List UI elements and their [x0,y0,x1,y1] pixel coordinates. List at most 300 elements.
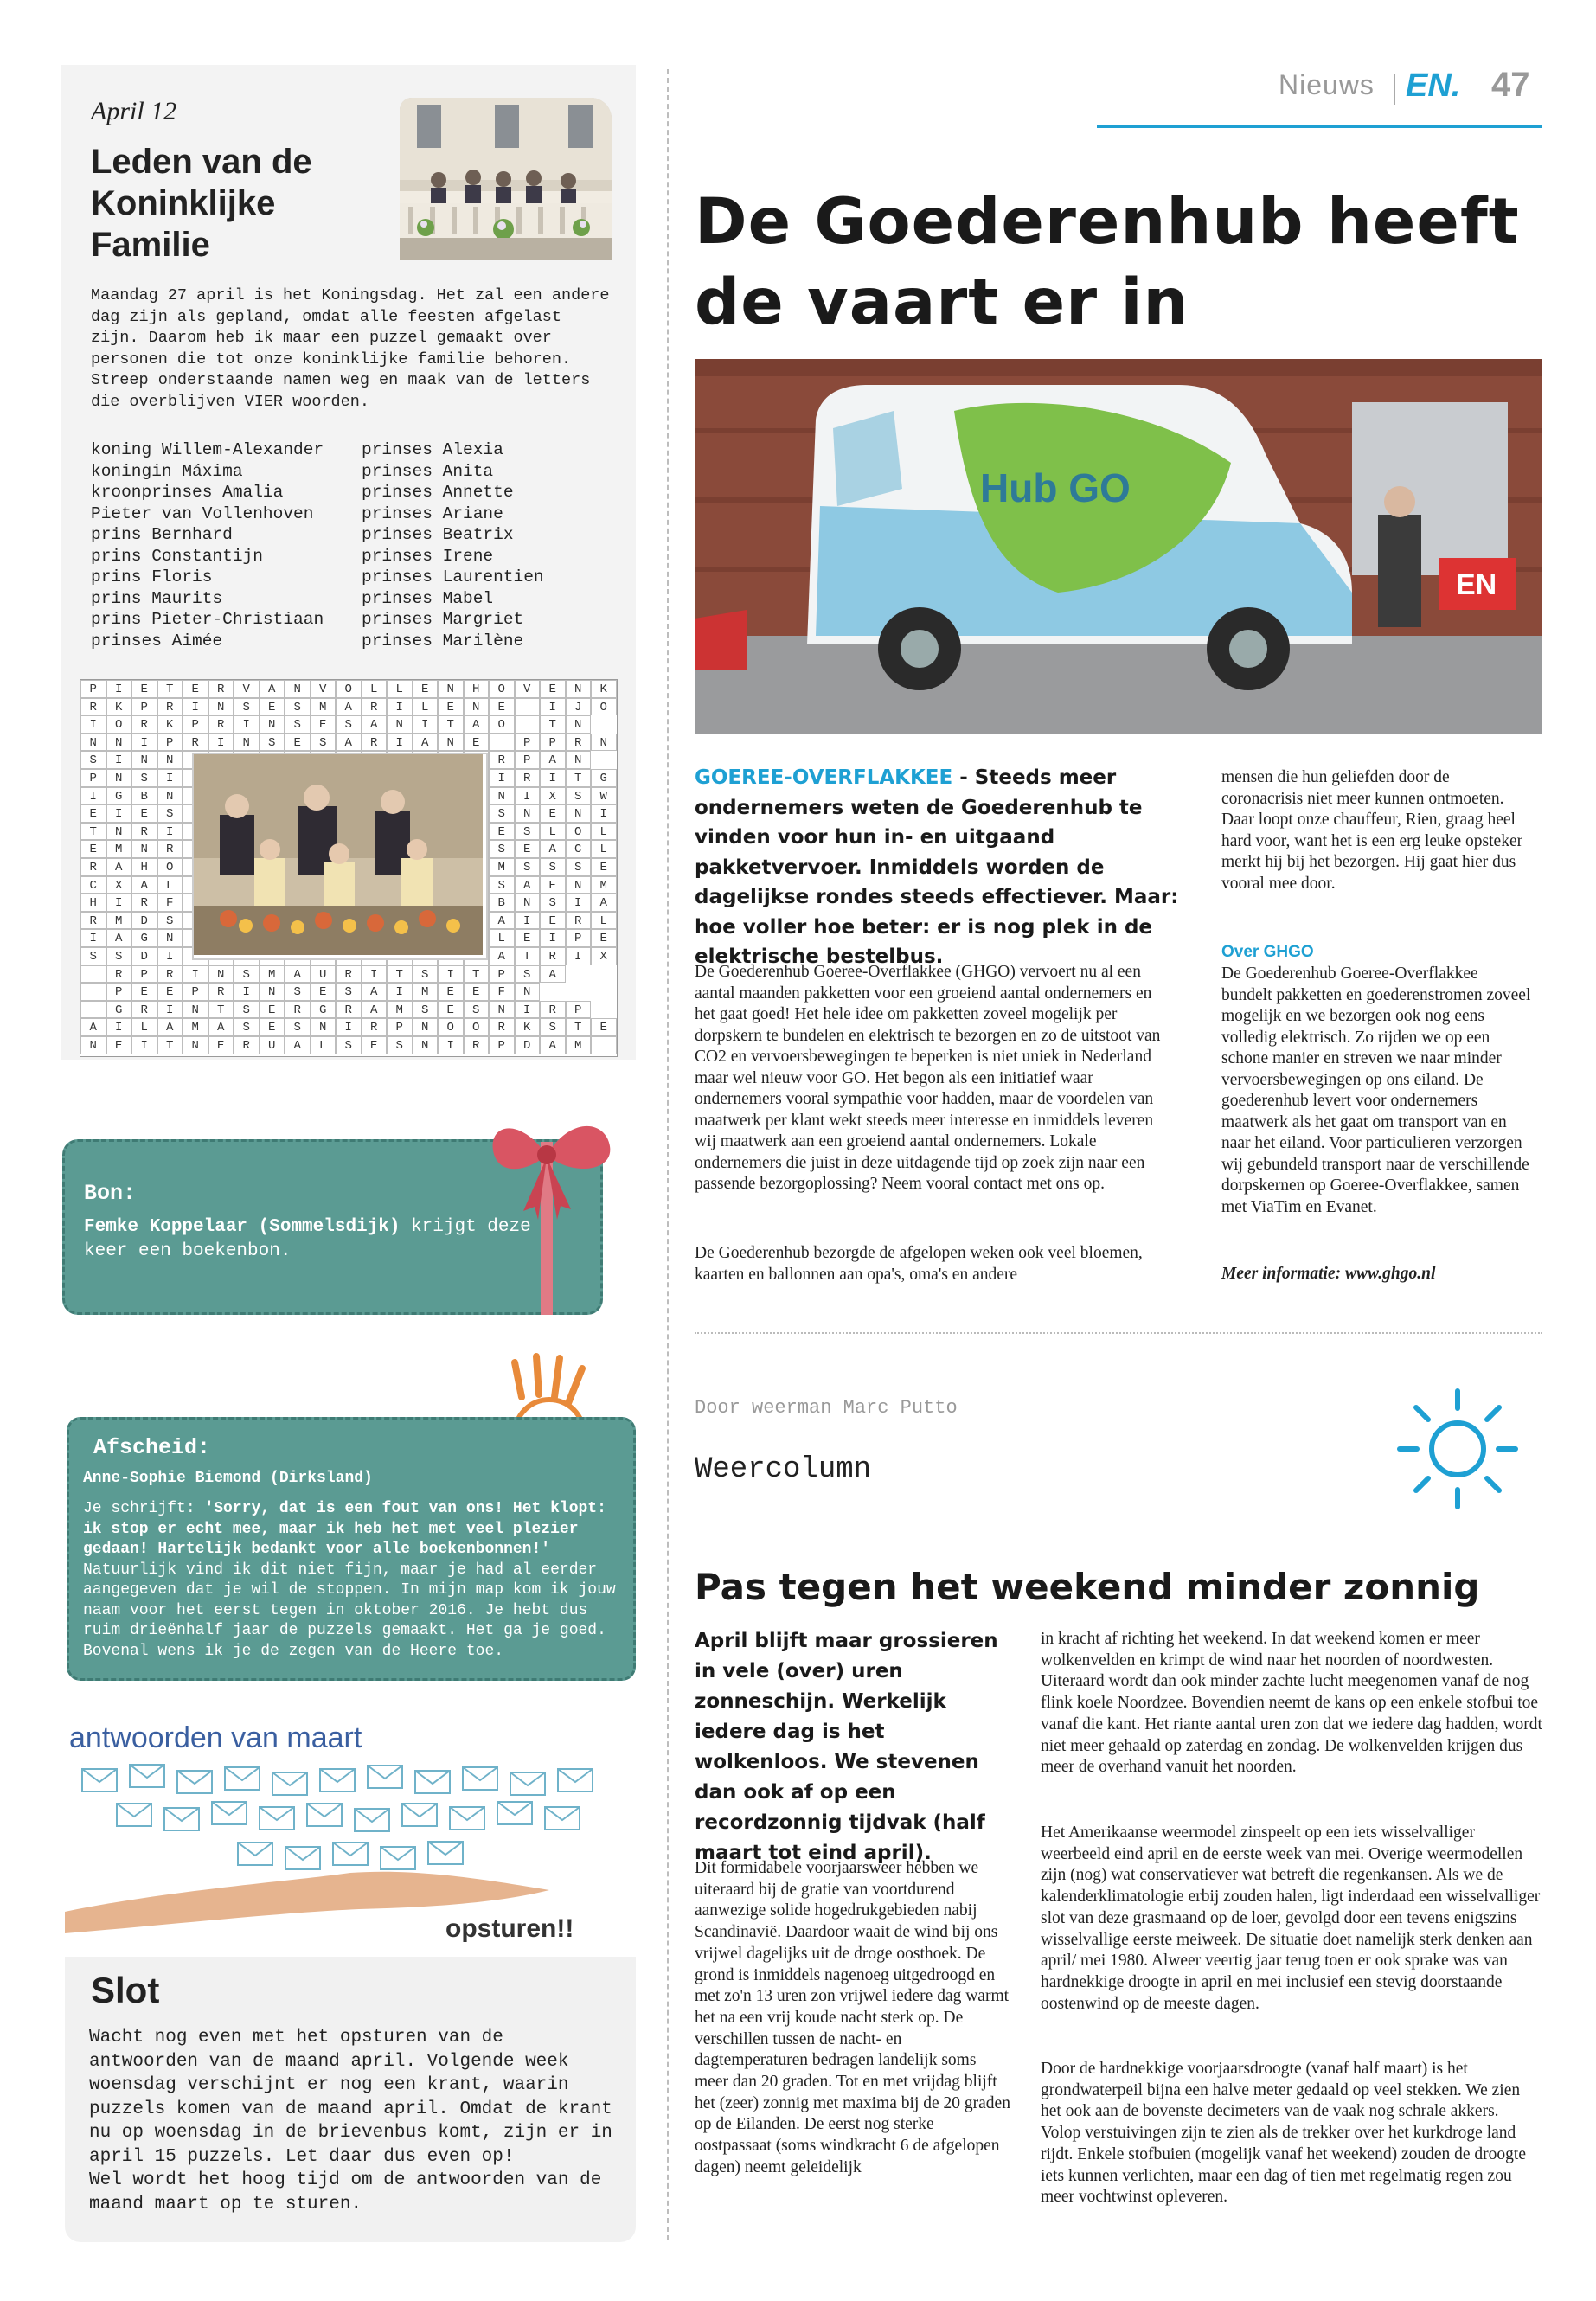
grid-cell[interactable]: I [438,965,464,984]
grid-cell[interactable]: L [591,823,617,841]
grid-cell[interactable]: E [131,804,157,823]
grid-cell[interactable]: S [234,1001,260,1019]
grid-cell[interactable]: E [464,734,490,752]
grid-cell[interactable]: I [387,734,413,752]
grid-cell[interactable]: S [285,698,311,716]
grid-cell[interactable]: I [234,715,260,734]
grid-cell[interactable]: G [591,769,617,787]
grid-cell[interactable]: N [413,1036,439,1054]
grid-cell[interactable]: B [489,894,515,912]
grid-cell[interactable]: R [336,1001,362,1019]
grid-cell[interactable]: I [438,1036,464,1054]
grid-cell[interactable]: R [157,965,183,984]
grid-cell[interactable]: I [106,804,132,823]
grid-cell[interactable]: P [489,965,515,984]
grid-cell[interactable]: M [183,1018,208,1036]
grid-cell[interactable]: S [234,965,260,984]
grid-cell[interactable]: N [387,715,413,734]
grid-cell[interactable]: E [106,1036,132,1054]
grid-cell[interactable]: O [489,680,515,698]
grid-cell[interactable] [80,983,106,1001]
grid-cell[interactable]: P [566,929,592,947]
grid-cell[interactable]: S [80,947,106,965]
grid-cell[interactable]: L [131,1018,157,1036]
grid-cell[interactable]: N [260,983,285,1001]
grid-cell[interactable] [80,965,106,984]
grid-cell[interactable]: R [208,680,234,698]
grid-cell[interactable]: R [157,698,183,716]
grid-cell[interactable]: E [285,734,311,752]
grid-cell[interactable]: N [157,751,183,769]
grid-cell[interactable]: P [387,1018,413,1036]
grid-cell[interactable]: G [131,929,157,947]
grid-cell[interactable]: V [234,680,260,698]
grid-cell[interactable]: I [540,698,566,716]
grid-cell[interactable]: R [362,1018,388,1036]
grid-cell[interactable]: I [106,894,132,912]
grid-cell[interactable]: I [106,680,132,698]
grid-cell[interactable]: I [387,698,413,716]
grid-cell[interactable]: E [413,680,439,698]
grid-cell[interactable]: G [106,787,132,805]
grid-cell[interactable]: S [106,947,132,965]
grid-cell[interactable]: O [336,680,362,698]
afscheid-quote: 'Sorry, dat is een fout van ons! Het klopt: ik stop er echt mee, maar ik heb het met veel plezier gedaan! Hartelijk bedankt voor alle boekenbonnen!' [83,1500,606,1558]
grid-cell[interactable]: I [157,769,183,787]
grid-cell[interactable]: N [566,751,592,769]
grid-cell[interactable]: P [540,734,566,752]
grid-cell[interactable]: I [362,965,388,984]
grid-cell[interactable]: L [489,929,515,947]
grid-cell[interactable]: N [260,715,285,734]
grid-cell[interactable]: E [438,1001,464,1019]
grid-cell[interactable]: O [489,715,515,734]
grid-cell[interactable]: R [131,715,157,734]
grid-cell[interactable]: E [464,983,490,1001]
grid-cell[interactable]: I [540,929,566,947]
grid-cell[interactable]: L [311,1036,337,1054]
grid-cell[interactable]: R [515,769,541,787]
grid-cell[interactable]: I [157,1001,183,1019]
grid-cell[interactable]: P [80,769,106,787]
grid-cell[interactable]: C [566,840,592,858]
grid-cell[interactable]: N [566,715,592,734]
grid-cell[interactable]: E [515,840,541,858]
grid-cell[interactable]: A [157,1018,183,1036]
grid-cell[interactable]: R [234,1036,260,1054]
grid-cell[interactable]: S [336,983,362,1001]
grid-cell[interactable]: R [131,1001,157,1019]
grid-cell[interactable]: E [260,1001,285,1019]
grid-cell[interactable]: R [208,715,234,734]
grid-cell[interactable]: H [131,858,157,876]
grid-cell[interactable]: R [106,965,132,984]
grid-cell[interactable]: E [438,698,464,716]
grid-cell[interactable]: A [540,840,566,858]
grid-cell[interactable]: L [591,912,617,930]
grid-cell[interactable]: R [285,1001,311,1019]
grid-cell[interactable]: X [591,947,617,965]
grid-cell[interactable]: T [438,715,464,734]
grid-cell[interactable]: S [540,1018,566,1036]
grid-cell[interactable]: R [362,734,388,752]
grid-cell[interactable]: E [591,1018,617,1036]
grid-cell[interactable]: A [260,680,285,698]
grid-cell[interactable]: N [566,804,592,823]
grid-cell[interactable]: P [183,715,208,734]
grid-cell[interactable]: S [413,1001,439,1019]
grid-cell[interactable]: N [131,751,157,769]
grid-cell[interactable]: T [540,715,566,734]
grid-cell[interactable]: M [106,840,132,858]
grid-cell[interactable]: E [515,929,541,947]
section-label: Nieuws [1279,69,1375,100]
grid-cell[interactable]: A [106,929,132,947]
grid-cell[interactable]: E [311,983,337,1001]
grid-cell[interactable]: E [540,680,566,698]
grid-cell[interactable]: P [157,734,183,752]
grid-cell[interactable]: T [566,1018,592,1036]
grid-cell[interactable]: V [311,680,337,698]
grid-cell[interactable]: S [566,787,592,805]
grid-cell[interactable]: E [438,983,464,1001]
grid-cell[interactable]: E [131,983,157,1001]
grid-cell[interactable]: R [362,698,388,716]
grid-cell[interactable]: I [183,965,208,984]
grid-cell[interactable]: O [591,698,617,716]
grid-cell[interactable]: B [131,787,157,805]
grid-cell[interactable]: P [106,983,132,1001]
grid-cell[interactable]: N [106,823,132,841]
grid-cell[interactable]: F [489,983,515,1001]
grid-cell[interactable]: R [131,823,157,841]
grid-cell[interactable]: N [285,680,311,698]
grid-cell[interactable]: S [489,840,515,858]
grid-cell[interactable]: U [311,965,337,984]
grid-cell[interactable]: N [413,1018,439,1036]
grid-cell[interactable]: R [540,1001,566,1019]
grid-cell[interactable]: A [413,734,439,752]
grid-cell[interactable]: E [183,680,208,698]
grid-cell[interactable]: A [336,698,362,716]
grid-cell[interactable]: A [285,1036,311,1054]
grid-cell[interactable]: N [464,698,490,716]
grid-cell[interactable]: R [566,734,592,752]
grid-cell[interactable]: R [208,983,234,1001]
grid-cell[interactable]: I [80,715,106,734]
grid-cell[interactable]: A [362,715,388,734]
grid-cell[interactable]: N [157,929,183,947]
grid-cell[interactable]: A [540,965,566,984]
grid-cell[interactable]: I [387,983,413,1001]
grid-cell[interactable]: S [131,769,157,787]
grid-cell[interactable]: M [387,1001,413,1019]
grid-cell[interactable]: I [540,769,566,787]
grid-cell[interactable]: P [131,965,157,984]
grid-cell[interactable]: R [131,894,157,912]
grid-cell[interactable] [80,1001,106,1019]
grid-cell[interactable]: N [515,804,541,823]
grid-cell[interactable]: N [208,698,234,716]
grid-cell[interactable]: N [591,734,617,752]
weather-body-3: Het Amerikaanse weermodel zinspeelt op een iets wisselvalliger weerbeeld eind april en de eerste week van mei. Overige weermodellen zijn (nog) wat conservatiever wat betreft die regenkansen. Als we de kalenderklimatologie erbij zouden halen, ligt inderdaad een wisselvalliger slot van deze grasmaand op de loer, gevolgd door een tevens enigszins wisselvallige eerste meiweek. De situatie doet namelijk sterk denken aan april/ mei 1980. Alweer veertig jaar terug toen er ook sprake was van hardnekkige droogte in april en mei inclusief een stevig doorstaande oostenwind op de meeste dagen. [1041,1823,1541,2013]
grid-cell[interactable]: A [515,876,541,894]
grid-cell[interactable]: S [540,858,566,876]
grid-cell[interactable]: N [489,1001,515,1019]
more-info-link[interactable]: Meer informatie: www.ghgo.nl [1221,1265,1436,1283]
grid-cell[interactable]: N [234,734,260,752]
grid-cell[interactable]: E [260,698,285,716]
name-item: prinses Annette [362,483,514,502]
grid-cell[interactable]: E [362,1036,388,1054]
grid-cell[interactable]: I [131,1036,157,1054]
grid-cell[interactable]: K [106,698,132,716]
grid-cell[interactable]: L [591,840,617,858]
grid-cell[interactable]: C [80,876,106,894]
grid-cell[interactable]: E [131,680,157,698]
grid-cell[interactable]: M [489,858,515,876]
grid-cell[interactable]: O [438,1018,464,1036]
grid-cell[interactable]: I [157,823,183,841]
grid-cell[interactable]: T [566,769,592,787]
grid-cell[interactable]: S [489,876,515,894]
grid-cell[interactable]: M [260,965,285,984]
bon-winner: Femke Koppelaar (Sommelsdijk) [84,1217,401,1237]
grid-cell[interactable]: E [80,840,106,858]
grid-cell[interactable]: T [387,965,413,984]
grid-cell[interactable]: F [157,894,183,912]
names-list-right [362,439,544,651]
grid-cell[interactable]: L [387,680,413,698]
grid-cell[interactable]: A [208,1018,234,1036]
grid-cell[interactable]: P [489,1036,515,1054]
grid-cell[interactable]: R [336,965,362,984]
grid-cell[interactable]: D [515,1036,541,1054]
grid-cell[interactable]: X [540,787,566,805]
grid-cell[interactable] [515,698,541,716]
grid-cell[interactable]: E [208,1036,234,1054]
grid-cell[interactable]: S [80,751,106,769]
grid-cell[interactable]: T [515,947,541,965]
grid-cell[interactable]: E [80,804,106,823]
grid-cell[interactable]: S [285,715,311,734]
grid-cell[interactable]: A [540,1036,566,1054]
grid-cell[interactable]: R [157,840,183,858]
grid-cell[interactable]: N [183,1036,208,1054]
grid-cell[interactable]: R [80,698,106,716]
grid-cell[interactable]: A [591,894,617,912]
grid-cell[interactable] [515,715,541,734]
grid-cell[interactable]: P [566,1001,592,1019]
grid-cell[interactable]: A [80,1018,106,1036]
grid-cell[interactable]: N [183,1001,208,1019]
grid-cell[interactable]: S [515,858,541,876]
grid-cell[interactable]: N [438,680,464,698]
grid-cell[interactable]: S [157,912,183,930]
grid-cell[interactable]: L [157,876,183,894]
grid-cell[interactable]: D [131,947,157,965]
grid-cell[interactable]: K [157,715,183,734]
grid-cell[interactable]: E [540,876,566,894]
grid-cell[interactable]: S [260,734,285,752]
grid-cell[interactable]: N [438,734,464,752]
grid-cell[interactable]: H [80,894,106,912]
grid-cell[interactable]: N [131,840,157,858]
grid-cell[interactable]: P [131,698,157,716]
grid-cell[interactable]: N [489,787,515,805]
grid-cell[interactable]: S [413,965,439,984]
grid-cell[interactable]: I [489,769,515,787]
grid-cell[interactable]: L [413,698,439,716]
grid-cell[interactable]: E [540,912,566,930]
grid-cell[interactable]: O [157,858,183,876]
grid-cell[interactable]: E [591,929,617,947]
grid-cell[interactable]: S [515,823,541,841]
grid-cell[interactable]: P [80,680,106,698]
grid-cell[interactable]: N [566,680,592,698]
grid-cell[interactable]: I [80,929,106,947]
grid-cell[interactable]: I [157,947,183,965]
grid-cell[interactable]: I [234,983,260,1001]
grid-cell[interactable]: A [362,983,388,1001]
grid-cell[interactable]: E [157,983,183,1001]
grid-cell[interactable]: M [413,983,439,1001]
grid-cell[interactable]: X [106,876,132,894]
grid-cell[interactable]: R [540,947,566,965]
grid-cell[interactable]: E [591,858,617,876]
grid-cell[interactable]: M [106,912,132,930]
grid-cell[interactable]: R [80,912,106,930]
grid-cell[interactable]: R [489,751,515,769]
grid-cell[interactable]: I [106,1018,132,1036]
grid-cell[interactable]: S [540,894,566,912]
grid-cell[interactable]: E [540,804,566,823]
grid-cell[interactable]: N [106,734,132,752]
grid-cell[interactable]: P [515,751,541,769]
grid-cell[interactable]: R [489,1018,515,1036]
grid-cell[interactable]: S [157,804,183,823]
grid-cell[interactable]: I [106,751,132,769]
grid-cell[interactable]: I [515,787,541,805]
grid-cell[interactable]: A [362,1001,388,1019]
grid-cell[interactable]: D [131,912,157,930]
grid-cell[interactable]: O [464,1018,490,1036]
grid-cell[interactable]: T [464,965,490,984]
grid-cell[interactable]: R [183,734,208,752]
grid-cell[interactable]: W [591,787,617,805]
grid-cell[interactable]: I [208,734,234,752]
section-divider [695,1332,1542,1334]
grid-cell[interactable]: I [515,912,541,930]
name-item: koning Willem-Alexander [91,440,324,459]
grid-cell[interactable]: K [591,680,617,698]
grid-cell[interactable]: S [311,734,337,752]
grid-cell[interactable]: M [566,1036,592,1054]
grid-cell[interactable]: M [311,698,337,716]
grid-cell[interactable]: I [515,1001,541,1019]
grid-cell[interactable]: N [106,769,132,787]
grid-cell[interactable]: S [285,1018,311,1036]
grid-cell[interactable]: P [515,734,541,752]
grid-cell[interactable]: A [489,947,515,965]
grid-cell[interactable] [591,1036,617,1054]
grid-cell[interactable]: N [80,1036,106,1054]
grid-cell[interactable]: L [362,680,388,698]
grid-cell[interactable]: I [566,894,592,912]
grid-cell[interactable]: N [80,734,106,752]
grid-cell[interactable]: N [157,787,183,805]
grid-cell[interactable]: E [260,1018,285,1036]
grid-cell[interactable]: T [208,1001,234,1019]
grid-cell[interactable]: I [566,947,592,965]
grid-cell[interactable]: H [464,680,490,698]
grid-cell[interactable]: A [336,734,362,752]
grid-cell[interactable]: K [515,1018,541,1036]
grid-cell[interactable]: I [591,804,617,823]
grid-cell[interactable]: S [566,858,592,876]
grid-cell[interactable] [489,734,515,752]
grid-cell[interactable]: P [183,983,208,1001]
grid-cell[interactable]: A [131,876,157,894]
grid-cell[interactable]: U [260,1036,285,1054]
grid-cell[interactable]: I [80,787,106,805]
grid-cell[interactable]: I [183,698,208,716]
grid-cell[interactable]: T [157,1036,183,1054]
grid-cell[interactable]: N [566,876,592,894]
grid-cell[interactable]: A [489,912,515,930]
grid-cell[interactable]: V [515,680,541,698]
grid-cell[interactable]: S [234,1018,260,1036]
grid-cell[interactable]: G [311,1001,337,1019]
grid-cell[interactable]: N [515,894,541,912]
grid-cell[interactable]: T [157,680,183,698]
grid-cell[interactable]: N [515,983,541,1001]
grid-cell[interactable]: J [566,698,592,716]
grid-cell[interactable]: A [285,965,311,984]
grid-cell[interactable]: E [489,823,515,841]
grid-cell[interactable]: I [131,734,157,752]
grid-cell[interactable]: T [80,823,106,841]
grid-cell[interactable]: S [515,965,541,984]
grid-cell[interactable]: N [208,965,234,984]
grid-cell[interactable]: S [336,1036,362,1054]
grid-cell[interactable]: R [80,858,106,876]
name-item: prins Bernhard [91,525,233,544]
grid-cell[interactable]: E [489,698,515,716]
grid-cell[interactable]: O [566,823,592,841]
grid-cell[interactable]: I [413,715,439,734]
grid-cell[interactable]: R [464,1036,490,1054]
grid-cell[interactable]: A [540,751,566,769]
grid-cell[interactable]: O [106,715,132,734]
grid-cell[interactable]: S [464,1001,490,1019]
grid-cell[interactable]: S [234,698,260,716]
grid-cell[interactable]: A [106,858,132,876]
grid-cell[interactable]: I [336,1018,362,1036]
grid-cell[interactable]: G [106,1001,132,1019]
grid-cell[interactable]: S [285,983,311,1001]
grid-cell[interactable]: A [464,715,490,734]
weather-body-2: in kracht af richting het weekend. In dat weekend komen er meer wolkenvelden en krimpt de wind naar het noorden of noordwesten. Uiteraard wordt dan ook minder zachte lucht meegenomen vanaf de nog flink koele Noordzee. Bovendien neemt de kans op een enkele stofbui toe vanaf die kant. Het riante aantal uren zon dat we iedere dag hadden, wordt niet meer gehaald op zaterdag en zondag. De wolkenvelden krijgen dus meer de overhand vanuit het noorden. [1041,1630,1542,1777]
grid-cell[interactable]: M [591,876,617,894]
grid-cell[interactable]: L [540,823,566,841]
grid-cell[interactable]: S [336,715,362,734]
grid-cell[interactable]: S [387,1036,413,1054]
grid-cell[interactable]: N [311,1018,337,1036]
grid-cell[interactable]: R [566,912,592,930]
grid-cell[interactable]: S [489,804,515,823]
grid-cell[interactable]: E [311,715,337,734]
